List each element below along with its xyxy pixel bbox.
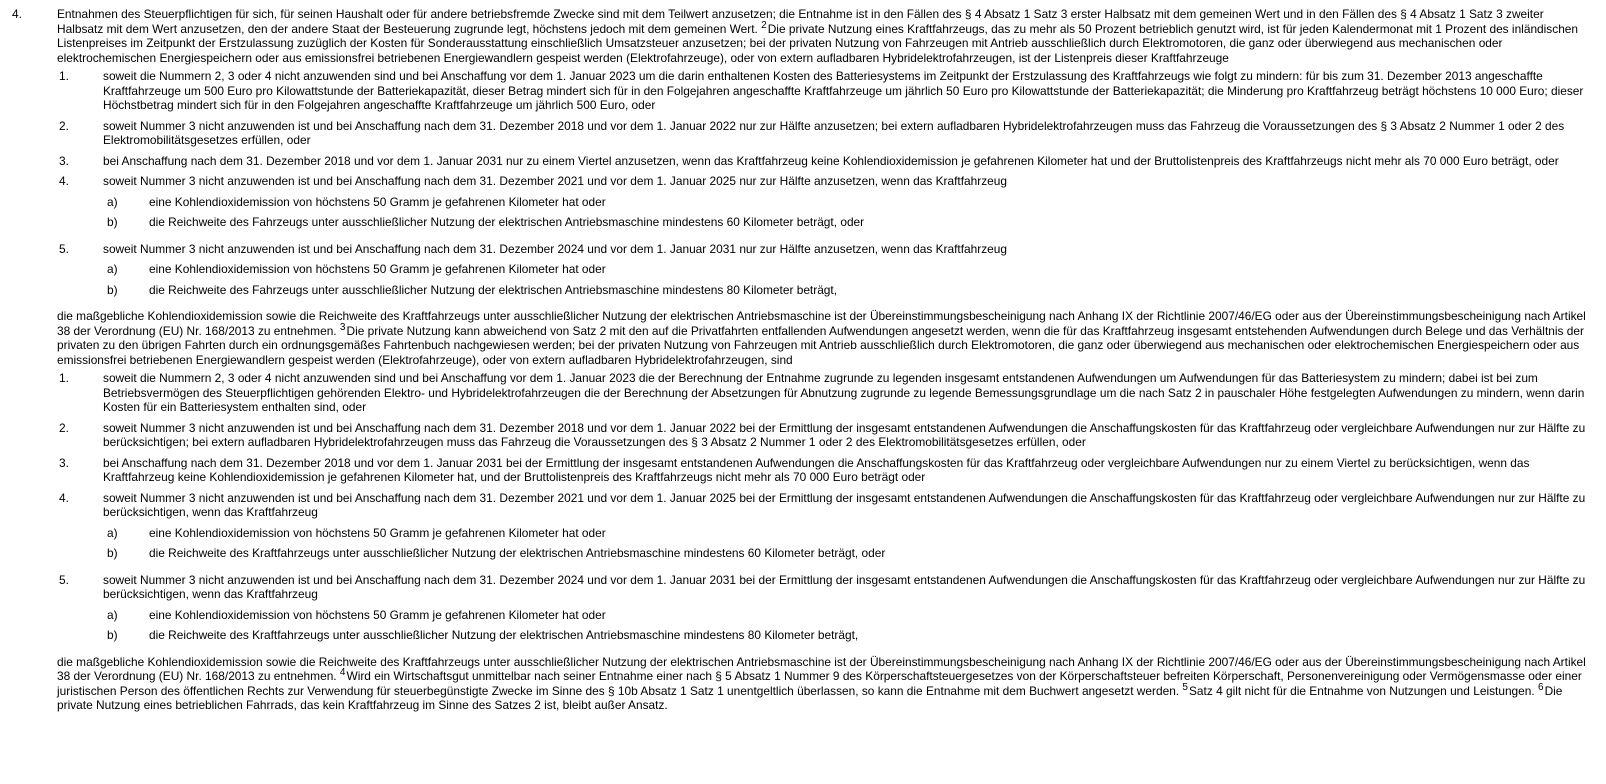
- list-item-body: [103, 456, 1590, 485]
- list-item-text: soweit Nummer 3 nicht anzuwenden ist und bei Anschaffung nach dem 31. Dezember 2018 und vor dem 1. Januar 2022 bei der Ermittlung der insgesamt entstandenen Aufwendungen die Anschaffungskosten für das Kraftfahrzeug oder vergleichbare Aufwendungen nur zur Hälfte zu berücksichtigen; bei extern aufladbaren Hybridelektrofahrzeugen muss das Fahrzeug die Voraussetzungen des § 3 Absatz 2 Nummer 1 oder 2 des Elektromobilitätsgesetzes erfüllen, oder: [103, 420, 1586, 449]
- list-item-body: [103, 242, 1590, 304]
- list-item-body: [103, 421, 1590, 450]
- sub-list-item-text: die Reichweite des Kraftfahrzeugs unter ausschließlicher Nutzung der elektrischen Antriebsmaschine mindestens 80 Kilometer beträgt,: [149, 628, 859, 642]
- intro-paragraph: [57, 7, 1590, 65]
- list-item-number: 5.: [59, 241, 69, 256]
- sub-list-item: [103, 526, 1590, 541]
- list-item-body: [103, 69, 1590, 113]
- list-item-text: soweit die Nummern 2, 3 oder 4 nicht anzuwenden sind und bei Anschaffung vor dem 1. Januar 2023 die der Berechnung der Entnahme zugrunde zu legenden insgesamt entstandenen Aufwendungen um Aufwendungen für das Batteriesystem zu mindern; dabei ist bei zum Betriebsvermögen des Steuerpflichtigen gehörenden Elektro- und Hybridelektrofahrzeugen die der Berechnung der Absetzungen für Abnutzung zugrunde zu legende Bemessungsgrundlage um die nach Satz 2 in pauschaler Höhe festgelegten Aufwendungen zu mindern, wenn darin Kosten für ein Batteriesystem enthalten sind, oder: [103, 371, 1585, 414]
- sub-list-item-text: eine Kohlendioxidemission von höchstens 50 Gramm je gefahrenen Kilometer hat oder: [149, 194, 606, 209]
- sub-list-item-letter: a): [107, 194, 118, 209]
- numbered-list-2: [57, 371, 1590, 649]
- sentence-marker-4: 4: [339, 667, 346, 679]
- list-item: [57, 174, 1590, 236]
- list-item-number: 4.: [59, 490, 69, 505]
- sub-list-item: [103, 215, 1590, 230]
- sub-list: [103, 526, 1590, 561]
- list-item-number: 3.: [59, 455, 69, 470]
- closing-lead: die maßgebliche Kohlendioxidemission sowie die Reichweite des Kraftfahrzeugs unter ausschließlicher Nutzung der elektrischen Antriebsmaschine ist der Übereinstimmungsbescheinigung nach Anhang IX der Richtlinie 2007/46/EG oder aus der Übereinstimmungsbescheinigung nach Artikel 38 der Verordnung (EU) Nr. 168/2013 zu entnehmen.: [57, 654, 1586, 683]
- list-item: [57, 69, 1590, 113]
- numbered-list-1: [57, 69, 1590, 303]
- list-item: [57, 456, 1590, 485]
- sentence-3: Die private Nutzung kann abweichend von Satz 2 mit den auf die Privatfahrten entfallenden Aufwendungen angesetzt werden, wenn die für das Kraftfahrzeug insgesamt entstehenden Aufwendungen durch Belege und das Verhältnis der privaten zu den übrigen Fahrten durch ein ordnungsgemäßes Fahrtenbuch nachgewiesen werden; bei der privaten Nutzung von Fahrzeugen mit Antrieb ausschließlich durch Elektromotoren, die ganz oder überwiegend aus mechanischen oder elektrochemischen Energiespeichern oder aus emissionsfrei betriebenen Energiewandlern gespeist werden (Elektrofahrzeuge), oder von extern aufladbaren Hybridelektrofahrzeugen, sind: [57, 323, 1584, 367]
- list-item-number: 5.: [59, 572, 69, 587]
- list-item-text: soweit die Nummern 2, 3 oder 4 nicht anzuwenden sind und bei Anschaffung vor dem 1. Januar 2023 um die darin enthaltenen Kosten des Batteriesystems im Zeitpunkt der Erstzulassung des Kraftfahrzeugs wie folgt zu mindern: für bis zum 31. Dezember 2013 angeschaffte Kraftfahrzeuge um 500 Euro pro Kilowattstunde der Batteriekapazität, dieser Betrag mindert sich für in den Folgejahren angeschaffte Kraftfahrzeuge um jährlich 50 Euro pro Kilowattstunde der Batteriekapazität; die Minderung pro Kraftfahrzeug beträgt höchstens 10 000 Euro; dieser Höchstbetrag mindert sich für in den Folgejahren angeschaffte Kraftfahrzeuge um jährlich 500 Euro, oder: [103, 69, 1584, 112]
- list-item-text: soweit Nummer 3 nicht anzuwenden ist und bei Anschaffung nach dem 31. Dezember 2024 und vor dem 1. Januar 2031 nur zur Hälfte anzusetzen, wenn das Kraftfahrzeug: [103, 241, 1008, 256]
- sub-list-item: [103, 195, 1590, 210]
- list-item-number: 4.: [59, 174, 69, 188]
- sub-list-item-text: die Reichweite des Fahrzeugs unter ausschließlicher Nutzung der elektrischen Antriebsmaschine mindestens 80 Kilometer beträgt,: [149, 282, 838, 297]
- sub-list-item-text: die Reichweite des Kraftfahrzeugs unter ausschließlicher Nutzung der elektrischen Antriebsmaschine mindestens 60 Kilometer beträgt, oder: [149, 546, 886, 560]
- list-item-number: 1.: [59, 371, 69, 385]
- list-item: [57, 573, 1590, 649]
- sentence-2: Die private Nutzung eines Kraftfahrzeugs, das zu mehr als 50 Prozent betrieblich genutzt wird, ist für jeden Kalendermonat mit 1 Prozent des inländischen Listenpreises im Zeitpunkt der Erstzulassung zuzüglich der Kosten für Sonderausstattung einschließlich Umsatzsteuer anzusetzen; bei der privaten Nutzung von Fahrzeugen mit Antrieb ausschließlich durch Elektromotoren, die ganz oder überwiegend aus mechanischen oder elektrochemischen Energiespeichern oder aus emissionsfrei betriebenen Energiewandlern gespeist werden (Elektrofahrzeuge), oder von extern aufladbaren Hybridelektrofahrzeugen, ist der Listenpreis dieser Kraftfahrzeuge: [57, 21, 1579, 65]
- sentence-marker-2: 2: [761, 19, 767, 31]
- sentence-5: Satz 4 gilt nicht für die Entnahme von Nutzungen und Leistungen.: [1188, 683, 1535, 698]
- sub-list-item-text: die Reichweite des Fahrzeugs unter ausschließlicher Nutzung der elektrischen Antriebsmaschine mindestens 60 Kilometer beträgt, oder: [149, 215, 865, 229]
- list-item-number: 3.: [59, 153, 69, 168]
- list-item-body: [103, 119, 1590, 148]
- list-item-text: soweit Nummer 3 nicht anzuwenden ist und bei Anschaffung nach dem 31. Dezember 2018 und vor dem 1. Januar 2022 nur zur Hälfte anzusetzen; bei extern aufladbaren Hybridelektrofahrzeugen muss das Fahrzeug die Voraussetzungen des § 3 Absatz 2 Nummer 1 oder 2 des Elektromobilitätsgesetzes erfüllen, oder: [103, 118, 1565, 147]
- sub-list-item-text: eine Kohlendioxidemission von höchstens 50 Gramm je gefahrenen Kilometer hat oder: [149, 607, 606, 622]
- list-item-body: [103, 154, 1590, 169]
- sub-list-item-letter: a): [107, 262, 118, 276]
- sub-list: [103, 608, 1590, 643]
- list-item-text: soweit Nummer 3 nicht anzuwenden ist und bei Anschaffung nach dem 31. Dezember 2024 und vor dem 1. Januar 2031 bei der Ermittlung der insgesamt entstandenen Aufwendungen die Anschaffungskosten für das Kraftfahrzeug oder vergleichbare Aufwendungen nur zur Hälfte zu berücksichtigen, wenn das Kraftfahrzeug: [103, 572, 1586, 601]
- list-item-body: [103, 491, 1590, 567]
- sub-list-item: [103, 608, 1590, 623]
- sub-list-item-text: eine Kohlendioxidemission von höchstens 50 Gramm je gefahrenen Kilometer hat oder: [149, 262, 606, 276]
- sub-list-item: [103, 628, 1590, 643]
- list-item-number: 2.: [59, 420, 69, 435]
- middle-paragraph: [57, 309, 1590, 367]
- sub-list-item: [103, 262, 1590, 277]
- sub-list-item-letter: b): [107, 628, 118, 642]
- list-item: [57, 371, 1590, 415]
- sentence-1: Entnahmen des Steuerpflichtigen für sich, für seinen Haushalt oder für andere betriebsfremde Zwecke sind mit dem Teilwert anzusetzen; die Entnahme ist in den Fällen des § 4 Absatz 1 Satz 3 erster Halbsatz mit dem gemeinen Wert und in den Fällen des § 4 Absatz 1 Satz 3 zweiter Halbsatz mit dem Wert anzusetzen, den der andere Staat der Besteuerung zugrunde legt, höchstens jedoch mit dem gemeinen Wert.: [57, 7, 1544, 36]
- list-item-number: 2.: [59, 118, 69, 133]
- list-item-body: [103, 174, 1590, 236]
- list-item-text: bei Anschaffung nach dem 31. Dezember 2018 und vor dem 1. Januar 2031 nur zu einem Viertel anzusetzen, wenn das Kraftfahrzeug keine Kohlendioxidemission je gefahrenen Kilometer hat und der Bruttolistenpreis des Kraftfahrzeugs nicht mehr als 70 000 Euro beträgt, oder: [103, 153, 1559, 168]
- sentence-marker-6: 6: [1538, 681, 1544, 693]
- sub-list-item-text: eine Kohlendioxidemission von höchstens 50 Gramm je gefahrenen Kilometer hat oder: [149, 525, 606, 540]
- sentence-marker-5: 5: [1182, 681, 1188, 693]
- sub-list: [103, 262, 1590, 297]
- list-item-text: soweit Nummer 3 nicht anzuwenden ist und bei Anschaffung nach dem 31. Dezember 2021 und vor dem 1. Januar 2025 nur zur Hälfte anzusetzen, wenn das Kraftfahrzeug: [103, 174, 1008, 188]
- list-item: [57, 491, 1590, 567]
- closing-paragraph: [57, 655, 1590, 713]
- paragraph-item-4: [0, 7, 1590, 713]
- list-item-number: 1.: [59, 69, 69, 83]
- middle-lead: die maßgebliche Kohlendioxidemission sowie die Reichweite des Kraftfahrzeugs unter ausschließlicher Nutzung der elektrischen Antriebsmaschine ist der Übereinstimmungsbescheinigung nach Anhang IX der Richtlinie 2007/46/EG oder aus der Übereinstimmungsbescheinigung nach Artikel 38 der Verordnung (EU) Nr. 168/2013 zu entnehmen.: [57, 309, 1586, 338]
- sub-list-item: [103, 546, 1590, 561]
- list-item: [57, 154, 1590, 169]
- sub-list-item-letter: a): [107, 525, 118, 540]
- sub-list-item: [103, 283, 1590, 298]
- sentence-marker-3: 3: [339, 321, 346, 333]
- sub-list-item-letter: a): [107, 607, 118, 622]
- list-item: [57, 421, 1590, 450]
- item-body: [57, 7, 1590, 713]
- sub-list-item-letter: b): [107, 546, 118, 560]
- list-item: [57, 242, 1590, 304]
- item-number: 4.: [12, 7, 22, 21]
- list-item-body: [103, 371, 1590, 415]
- sub-list: [103, 195, 1590, 230]
- sub-list-item-letter: b): [107, 282, 118, 297]
- list-item: [57, 119, 1590, 148]
- list-item-body: [103, 573, 1590, 649]
- sub-list-item-letter: b): [107, 215, 118, 229]
- sentence-4: Wird ein Wirtschaftsgut unmittelbar nach seiner Entnahme einer nach § 5 Absatz 1 Nummer 9 des Körperschaftsteuergesetzes von der Körperschaftsteuer befreiten Körperschaft, Personenvereinigung oder Vermögensmasse oder einer juristischen Person des öffentlichen Rechts zur Verwendung für steuerbegünstigte Zwecke im Sinne des § 10b Absatz 1 Satz 1 unentgeltlich überlassen, so kann die Entnahme mit dem Buchwert angesetzt werden.: [57, 669, 1582, 698]
- list-item-text: soweit Nummer 3 nicht anzuwenden ist und bei Anschaffung nach dem 31. Dezember 2021 und vor dem 1. Januar 2025 bei der Ermittlung der insgesamt entstandenen Aufwendungen die Anschaffungskosten für das Kraftfahrzeug oder vergleichbare Aufwendungen nur zur Hälfte zu berücksichtigen, wenn das Kraftfahrzeug: [103, 490, 1586, 519]
- sentence-6: Die private Nutzung eines betrieblichen Fahrrads, das kein Kraftfahrzeug im Sinne des Satzes 2 ist, bleibt außer Ansatz.: [57, 683, 1563, 712]
- list-item-text: bei Anschaffung nach dem 31. Dezember 2018 und vor dem 1. Januar 2031 bei der Ermittlung der insgesamt entstandenen Aufwendungen die Anschaffungskosten für das Kraftfahrzeug oder vergleichbare Aufwendungen nur zu einem Viertel zu berücksichtigen, wenn das Kraftfahrzeug keine Kohlendioxidemission je gefahrenen Kilometer hat, und der Bruttolistenpreis des Kraftfahrzeugs nicht mehr als 70 000 Euro beträgt oder: [103, 455, 1530, 484]
